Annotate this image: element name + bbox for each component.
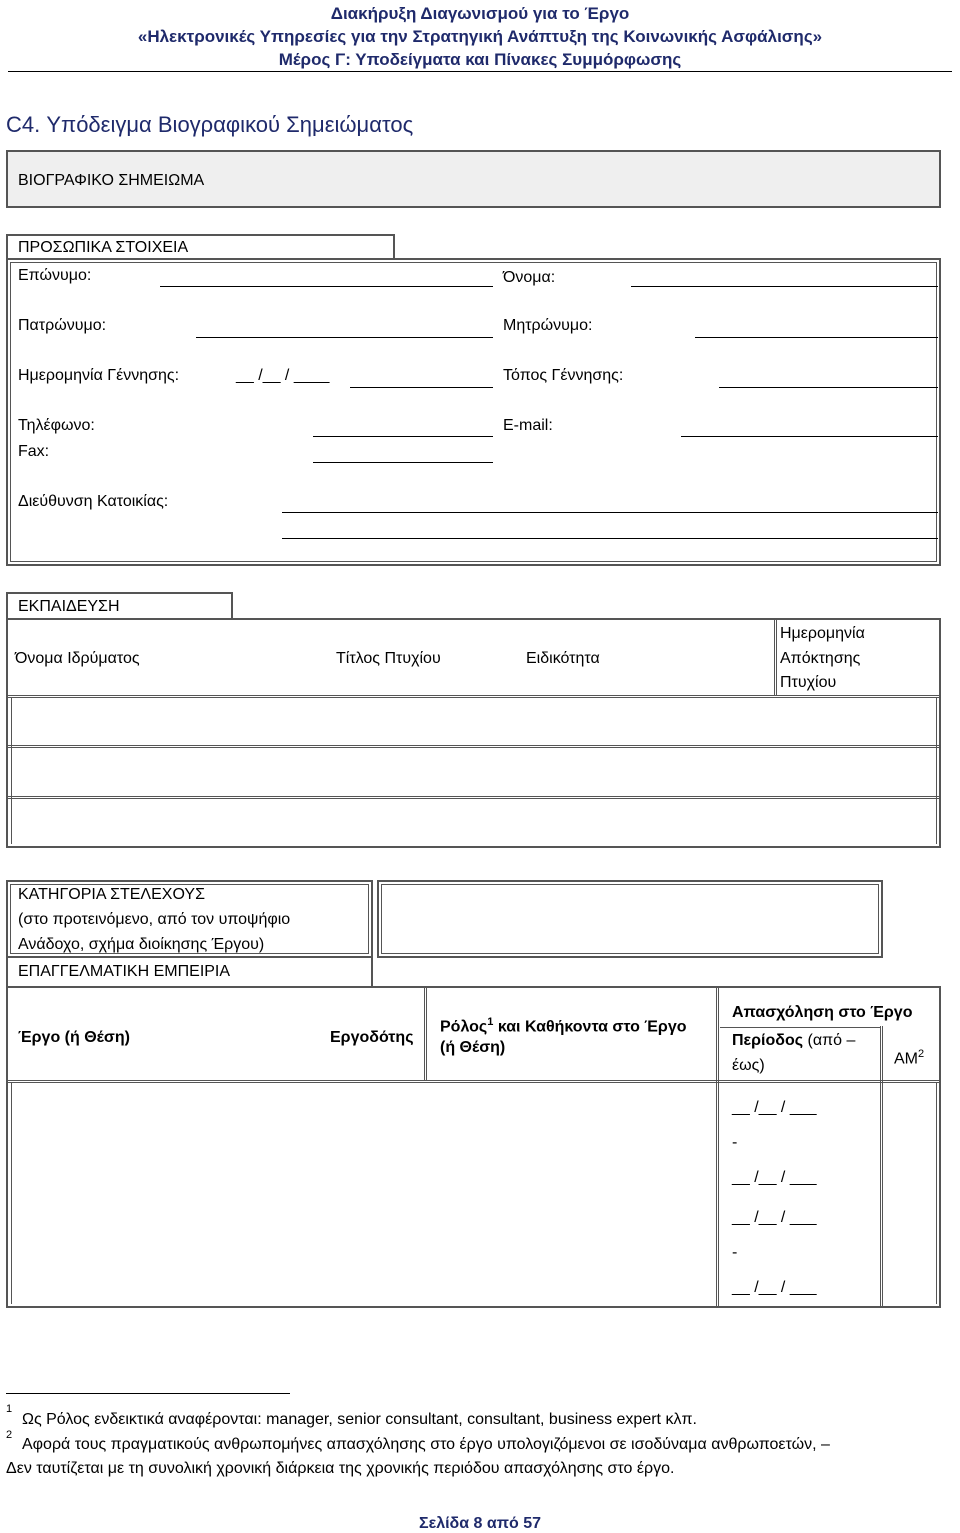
surname-field[interactable] — [160, 286, 493, 287]
edu-col-date-1: Ημερομηνία — [780, 625, 865, 642]
exp-header-divider — [6, 1080, 941, 1083]
education-row-divider-3 — [6, 796, 941, 799]
mother-label: Μητρώνυμο: — [503, 317, 593, 334]
footnote-2-text-b: Δεν ταυτίζεται με τη συνολική χρονική διάρκεια της χρονικής περιόδου απασχόλησης στο έργο. — [6, 1460, 675, 1477]
name-field[interactable] — [631, 286, 938, 287]
footnote-rule — [6, 1393, 290, 1394]
phone-field[interactable] — [313, 436, 493, 437]
exp-inner-left — [11, 1083, 12, 1304]
personal-box — [6, 258, 941, 566]
page-number: Σελίδα 8 από 57 — [419, 1515, 541, 1532]
edu-col-institution: Όνομα Ιδρύματος — [15, 650, 140, 667]
fax-label: Fax: — [18, 443, 50, 460]
header-line-3: Μέρος Γ: Υποδείγματα και Πίνακες Συμμόρφωσης — [278, 50, 682, 69]
birth-date-field[interactable]: __ /__ / ____ — [236, 367, 330, 384]
exp-date-from-2[interactable]: __ /__ / ___ — [732, 1209, 817, 1226]
exp-date-to-1[interactable]: __ /__ / ___ — [732, 1169, 817, 1186]
surname-label: Επώνυμο: — [18, 267, 92, 284]
category-line-3: Ανάδοχο, σχήμα διοίκησης Έργου) — [18, 936, 265, 953]
father-label: Πατρώνυμο: — [18, 317, 107, 334]
education-col-divider — [774, 618, 777, 696]
education-inner-left — [11, 698, 12, 844]
exp-col-divider-2 — [716, 986, 719, 1308]
header-line-1: Διακήρυξη Διαγωνισμού για το Έργο — [330, 4, 630, 23]
email-field[interactable] — [681, 436, 938, 437]
exp-date-from-1[interactable]: __ /__ / ___ — [732, 1099, 817, 1116]
exp-date-to-2[interactable]: __ /__ / ___ — [732, 1279, 817, 1296]
phone-label: Τηλέφωνο: — [18, 417, 95, 434]
edu-col-degree: Τίτλος Πτυχίου — [336, 650, 441, 667]
birth-place-label: Τόπος Γέννησης: — [503, 367, 624, 384]
exp-col-project: Έργο (ή Θέση) — [18, 1029, 130, 1046]
category-line-1: ΚΑΤΗΓΟΡΙΑ ΣΤΕΛΕΧΟΥΣ — [18, 886, 205, 903]
footnote-2-text-a: Αφορά τους πραγματικούς ανθρωπομήνες απασχόλησης στο έργο υπολογιζόμενοι σε ισοδύναμα ανθρωποετών, – — [22, 1436, 830, 1453]
experience-heading-tab — [6, 957, 373, 987]
exp-col-employment: Απασχόληση στο Έργο — [732, 1004, 913, 1021]
birth-date-label: Ημερομηνία Γέννησης: — [18, 367, 180, 384]
category-line-2: (στο προτεινόμενο, από τον υποψήφιο — [18, 911, 291, 928]
birth-place-field[interactable] — [719, 387, 938, 388]
exp-col-period-2: έως) — [732, 1057, 765, 1074]
address-field-2[interactable] — [282, 538, 938, 539]
mother-field[interactable] — [695, 337, 938, 338]
exp-inner-right — [936, 1083, 937, 1304]
cv-title: ΒΙΟΓΡΑΦΙΚΟ ΣΗΜΕΙΩΜΑ — [18, 172, 205, 189]
fax-field[interactable] — [313, 462, 493, 463]
exp-col-divider-1 — [424, 986, 427, 1080]
personal-heading-tab — [6, 234, 395, 259]
cv-title-box — [6, 150, 941, 208]
exp-subheader-rule — [720, 1027, 880, 1028]
education-row-divider-2 — [6, 745, 941, 748]
education-heading-tab — [6, 592, 233, 619]
exp-col-am: $AM^2$ — [894, 1048, 925, 1068]
email-label: E-mail: — [503, 417, 553, 434]
exp-col-period: Περίοδος (από – — [732, 1032, 856, 1049]
address-label: Διεύθυνση Κατοικίας: — [18, 493, 169, 510]
exp-dash-1: - — [732, 1134, 738, 1151]
footnote-1-text: Ως Ρόλος ενδεικτικά αναφέρονται: manager, senior consultant, consultant, business expert κλπ. — [22, 1411, 697, 1428]
education-row-divider-1 — [6, 695, 941, 698]
experience-heading: ΕΠΑΓΓΕΛΜΑΤΙΚΗ ΕΜΠΕΙΡΙΑ — [18, 963, 231, 980]
education-inner-right — [936, 698, 937, 844]
exp-col-divider-3 — [880, 1026, 883, 1308]
name-label: Όνομα: — [503, 269, 556, 286]
section-title: C4. Υπόδειγμα Βιογραφικού Σημειώματος — [6, 112, 414, 137]
footnote-1-number: 1 — [6, 1403, 13, 1415]
exp-col-employer: Εργοδότης — [330, 1029, 414, 1046]
exp-col-role: Ρόλος$^1$ και Καθήκοντα στο Έργο — [440, 1016, 687, 1036]
category-value-field[interactable] — [377, 880, 883, 958]
birth-date-underline — [350, 387, 493, 388]
personal-heading: ΠΡΟΣΩΠΙΚΑ ΣΤΟΙΧΕΙΑ — [18, 239, 189, 256]
edu-col-date-2: Απόκτησης — [780, 650, 861, 667]
edu-col-date-3: Πτυχίου — [780, 674, 837, 691]
exp-dash-2: - — [732, 1244, 738, 1261]
header-rule — [8, 71, 952, 72]
father-field[interactable] — [196, 337, 493, 338]
exp-col-role-2: (ή Θέση) — [440, 1039, 506, 1056]
edu-col-specialty: Ειδικότητα — [526, 650, 600, 667]
footnote-2-number: 2 — [6, 1429, 13, 1441]
education-heading: ΕΚΠΑΙΔΕΥΣΗ — [18, 598, 120, 615]
header-line-2: «Ηλεκτρονικές Υπηρεσίες για την Στρατηγική Ανάπτυξη της Κοινωνικής Ασφάλισης» — [137, 27, 823, 46]
address-field-1[interactable] — [282, 512, 938, 513]
